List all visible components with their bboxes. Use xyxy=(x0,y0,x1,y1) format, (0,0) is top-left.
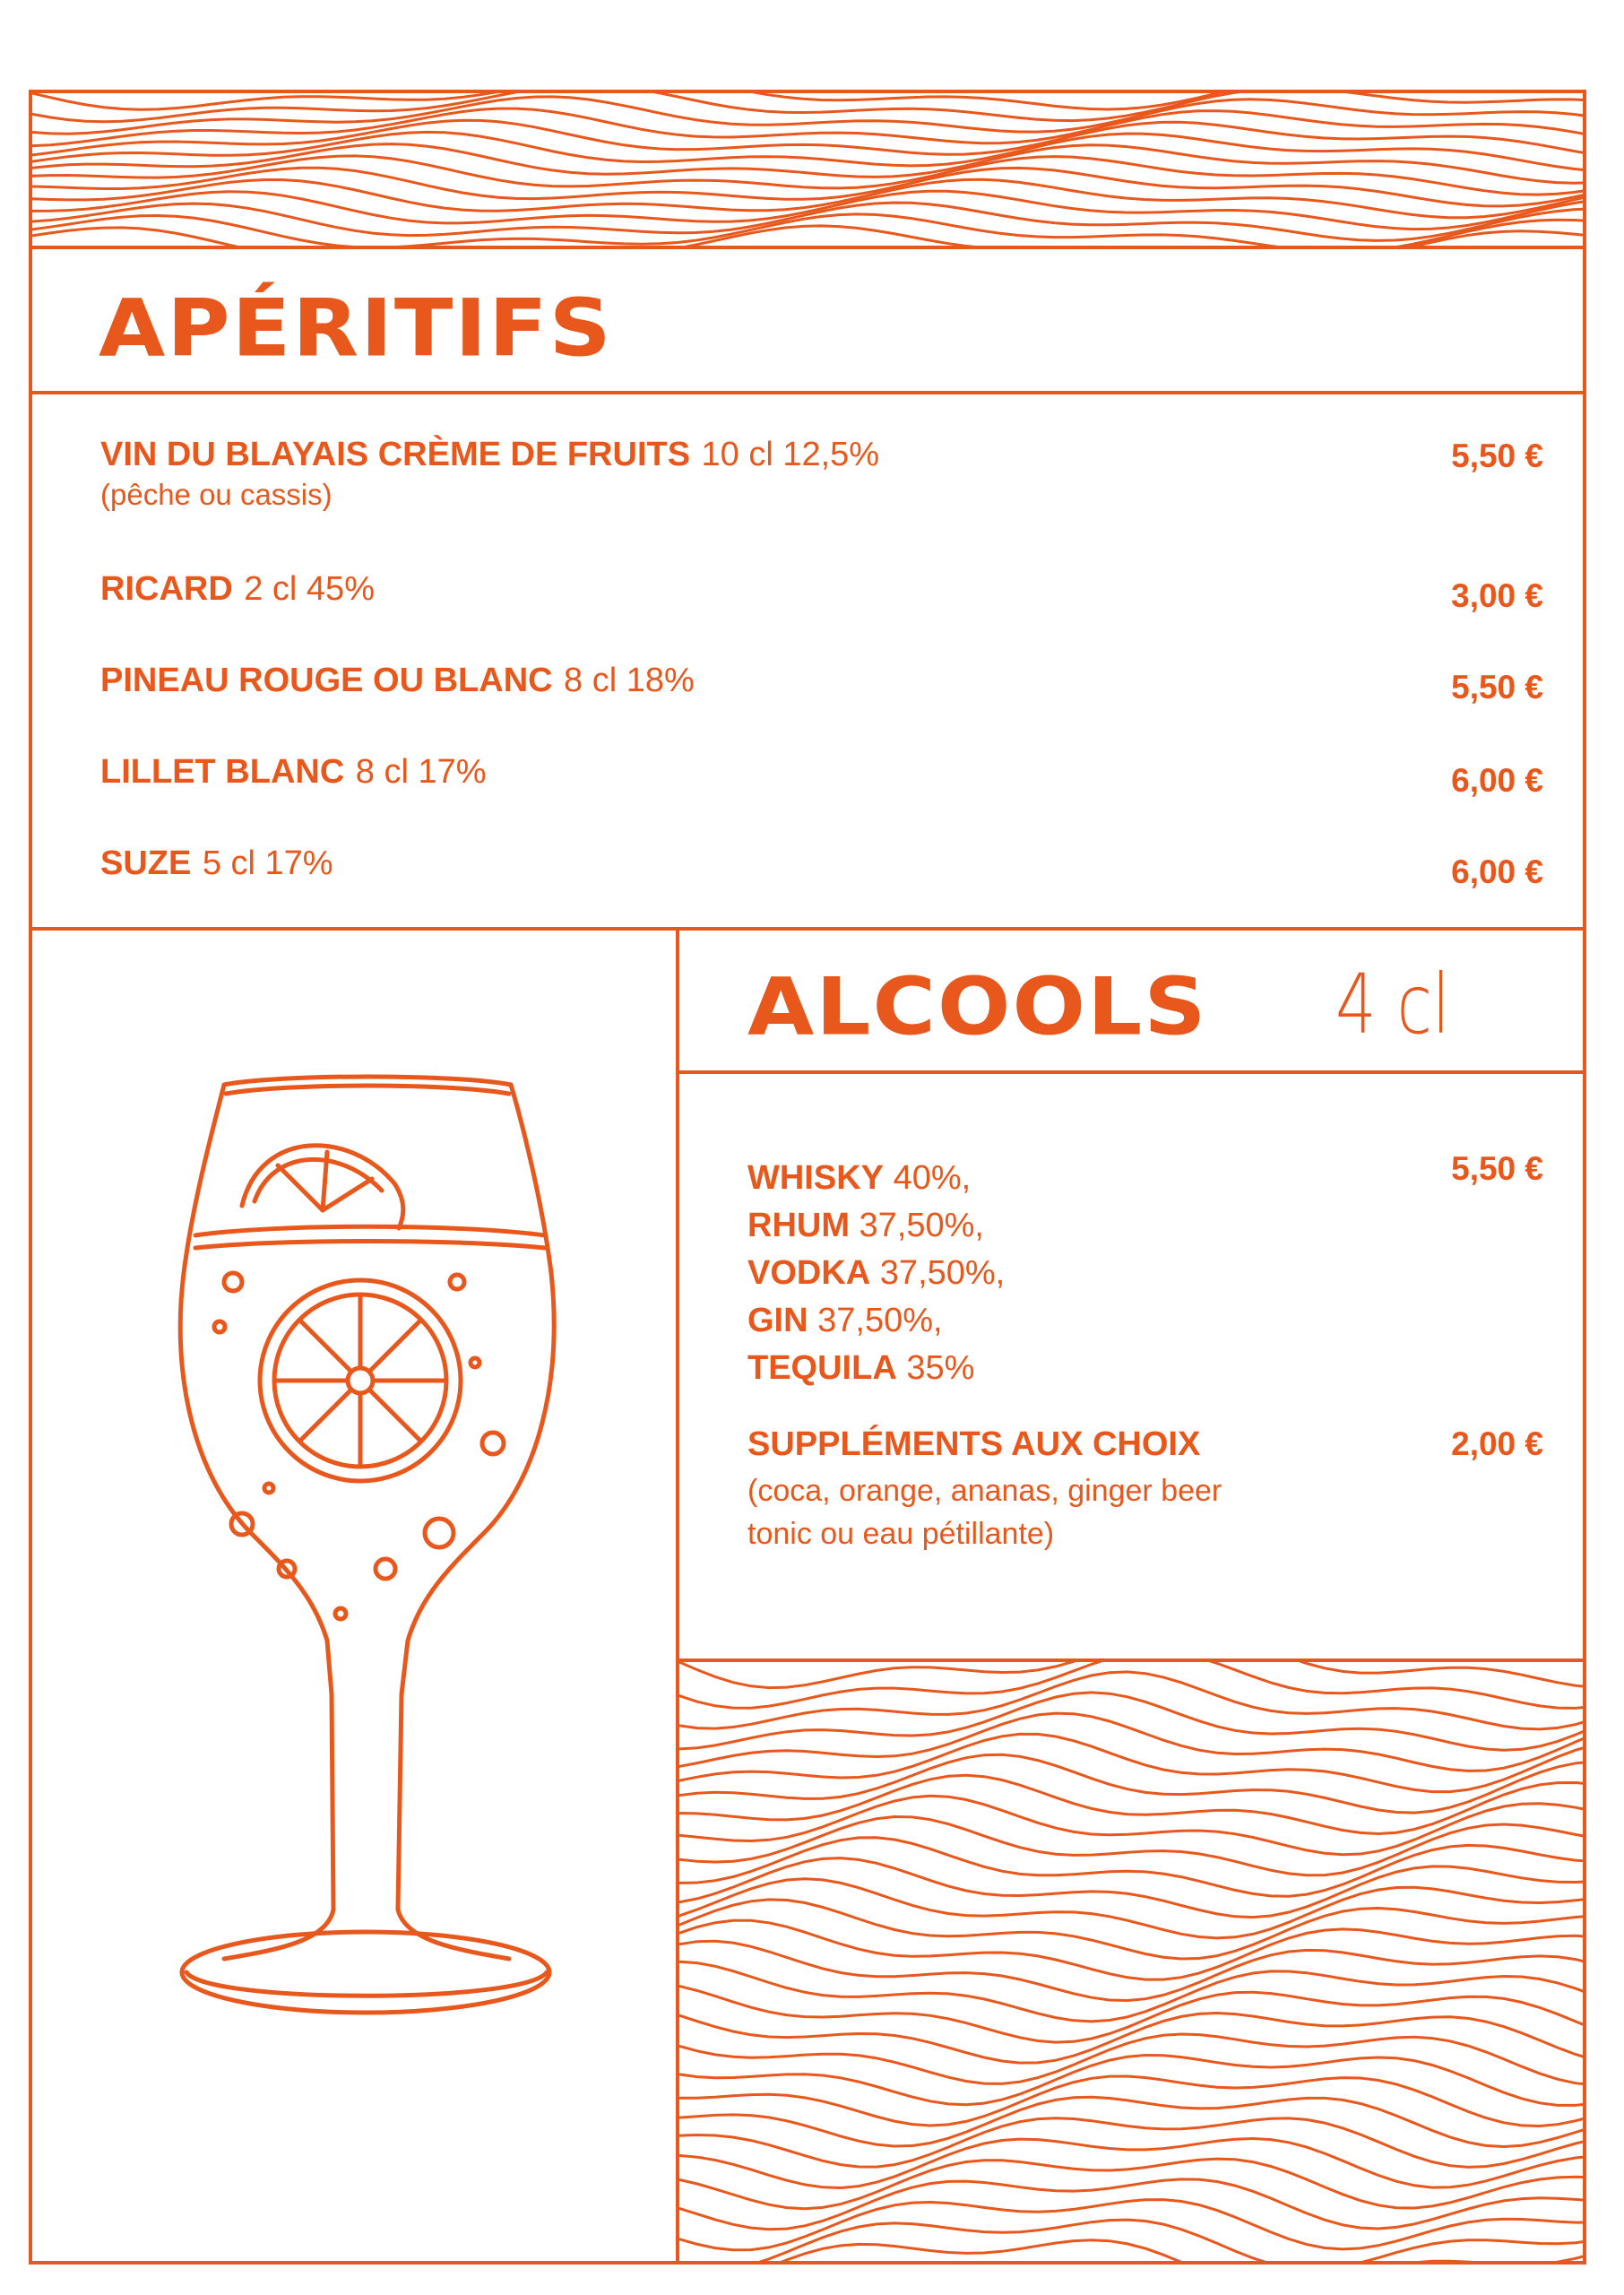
item-price: 5,50 € xyxy=(1451,669,1543,706)
item-detail: 8 cl 17% xyxy=(355,753,487,791)
item-price: 6,00 € xyxy=(1451,853,1543,890)
aperitifs-title: APÉRITIFS xyxy=(99,281,613,375)
wave-line xyxy=(679,2097,1583,2146)
bottom-wave-pattern xyxy=(679,1662,1583,2261)
wave-line xyxy=(679,1693,1583,1750)
wave-line xyxy=(679,1796,1583,1854)
supplements-note: (coca, orange, ananas, ginger beer tonic ou eau pétillante) xyxy=(747,1474,1222,1551)
item-name: LILLET BLANC xyxy=(100,753,345,791)
aperitif-item-3 xyxy=(100,662,1543,715)
glass-drawing xyxy=(170,1067,565,2080)
supplements-price: 2,00 € xyxy=(1451,1425,1543,1462)
wave-line xyxy=(679,2139,1583,2188)
wave-line xyxy=(32,214,1583,246)
divider-top-band xyxy=(29,246,1586,249)
item-detail: 8 cl 18% xyxy=(564,662,695,699)
wave-line xyxy=(679,1858,1583,1918)
spirit-rhum xyxy=(747,1202,1005,1250)
wave-line xyxy=(32,226,1583,246)
aperitif-item-5 xyxy=(100,844,1543,898)
spirit-name: TEQUILA xyxy=(747,1349,897,1387)
item-price: 5,50 € xyxy=(1451,437,1543,474)
item-name: RICARD xyxy=(100,570,233,608)
item-note: (pêche ou cassis) xyxy=(100,478,333,511)
spirit-name: WHISKY xyxy=(747,1159,884,1197)
spirit-detail: 40%, xyxy=(893,1159,972,1197)
wave-line xyxy=(679,1672,1583,1729)
spritz-glass-illustration xyxy=(170,1067,565,2080)
supplements xyxy=(747,1425,1267,1555)
spirit-tequila xyxy=(747,1345,1005,1392)
supplements-title: SUPPLÉMENTS AUX CHOIX xyxy=(747,1425,1201,1463)
spirits-list xyxy=(747,1155,1005,1392)
aperitif-item-1 xyxy=(100,436,1543,511)
wave-line xyxy=(679,1754,1583,1813)
wave-line xyxy=(679,2240,1583,2261)
divider-alcools-header xyxy=(676,1070,1586,1074)
wave-line xyxy=(679,1662,1583,1688)
spirits-price: 5,50 € xyxy=(1451,1150,1543,1187)
alcools-serving: 4 cl xyxy=(1335,957,1450,1052)
aperitif-item-4 xyxy=(100,753,1543,807)
spirit-detail: 35% xyxy=(906,1349,975,1387)
item-name: VIN DU BLAYAIS CRÈME DE FRUITS xyxy=(100,436,691,473)
spirit-whisky xyxy=(747,1155,1005,1202)
divider-aperitifs-header xyxy=(29,391,1586,394)
spirit-name: GIN xyxy=(747,1302,808,1339)
item-detail: 10 cl 12,5% xyxy=(701,436,880,473)
spirit-name: VODKA xyxy=(747,1254,871,1292)
divider-aperitifs-bottom xyxy=(29,927,1586,931)
wave-line xyxy=(679,1879,1583,1938)
wave-line xyxy=(32,97,1583,134)
aperitif-item-2 xyxy=(100,570,1543,624)
spirit-name: RHUM xyxy=(747,1207,850,1244)
spirit-detail: 37,50%, xyxy=(879,1254,1006,1292)
wave-line xyxy=(679,2056,1583,2106)
wave-line xyxy=(679,1900,1583,1959)
spirit-vodka xyxy=(747,1250,1005,1297)
item-price: 3,00 € xyxy=(1451,577,1543,614)
alcools-title: ALCOOLS xyxy=(747,960,1208,1053)
item-price: 6,00 € xyxy=(1451,762,1543,799)
item-name: SUZE xyxy=(100,844,192,882)
item-name: PINEAU ROUGE OU BLANC xyxy=(100,662,553,699)
top-wave-pattern xyxy=(32,93,1583,246)
spirit-gin xyxy=(747,1297,1005,1345)
wave-line xyxy=(679,2118,1583,2168)
item-detail: 2 cl 45% xyxy=(244,570,375,608)
wave-line xyxy=(679,1962,1583,2022)
item-detail: 5 cl 17% xyxy=(202,844,333,882)
spirit-detail: 37,50%, xyxy=(817,1302,943,1339)
spirit-detail: 37,50%, xyxy=(859,1207,984,1244)
